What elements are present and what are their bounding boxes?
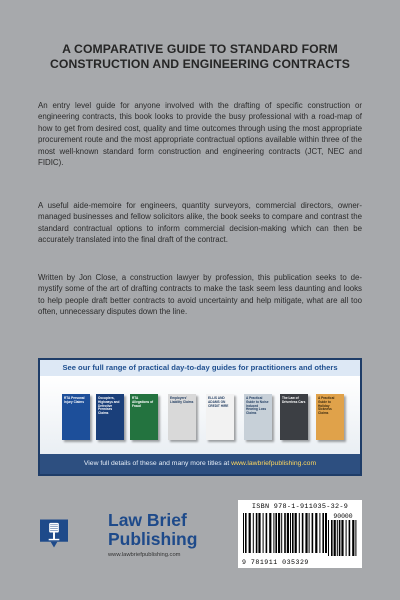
promo-footer-text: View full details of these and many more titles at [83,460,230,467]
book-covers-row [40,376,360,456]
isbn-text: ISBN 978-1-911035-32-9 [251,503,349,511]
barcode-number: 9 781911 035329 [242,559,309,566]
barcode-bars [243,513,327,553]
book-cover: ELLIS AND ADAMS ON CREDIT HIRE [206,394,234,440]
promo-footer [40,454,360,474]
promo-footer-url[interactable]: www.lawbriefpublishing.com [231,460,317,467]
book-cover: Occupiers, Highways and Defective Premises Claims [96,394,124,440]
promo-panel [38,358,362,476]
book-cover: The Law of Driverless Cars [280,394,308,440]
publisher-url: www.lawbriefpublishing.com [108,552,181,558]
description-paragraph-3: Written by Jon Close, a construction lawyer by profession, this publication seeks to de-mystify some of the art of drafting contracts to make the task seem less daunting and looks to help people draft better contracts to avoid uncertainty and help mitigate, what are all too often, unnecessary disputes down the line. [38,273,362,317]
book-cover: Employers' Liability Claims [168,394,196,440]
barcode-addon: 90000 [328,513,358,561]
barcode [238,500,362,568]
promo-heading: See our full range of practical day-to-day guides for practitioners and others [40,360,360,376]
barcode-addon-bars [328,520,358,556]
book-cover: A Practical Guide to Holiday Sickness Claims [316,394,344,440]
back-cover-title: A COMPARATIVE GUIDE TO STANDARD FORM CONSTRUCTION AND ENGINEERING CONTRACTS [50,42,350,71]
publisher-name: Law Brief Publishing [108,510,198,549]
publisher-logo [40,505,210,565]
microphone-logo-icon [40,505,68,563]
description-paragraph-2: A useful aide-memoire for engineers, quantity surveyors, commercial directors, owner-managed businesses and fellow solicitors alike, the book seeks to compare and contrast the standard contractual options to inform commercial decision-making which can then be accurately translated into the final draft of the contract. [38,201,362,245]
book-cover: A Practical Guide to Noise Induced Hearing Loss Claims [244,394,272,440]
book-cover: RTA Personal Injury Claims [62,394,90,440]
book-cover: RTA Allegations of Fraud [130,394,158,440]
description-paragraph-1: An entry level guide for anyone involved with the drafting of specific construction or engineering contracts, this book looks to provide the busy professional with a road-map of how to get from desired cost, quality and time outcomes through using the most appropriate procurement route and the most appropriate contractual options available within three of the most well-known standard form construction and engineering contracts (JCT, NEC and FIDIC). [38,101,362,168]
